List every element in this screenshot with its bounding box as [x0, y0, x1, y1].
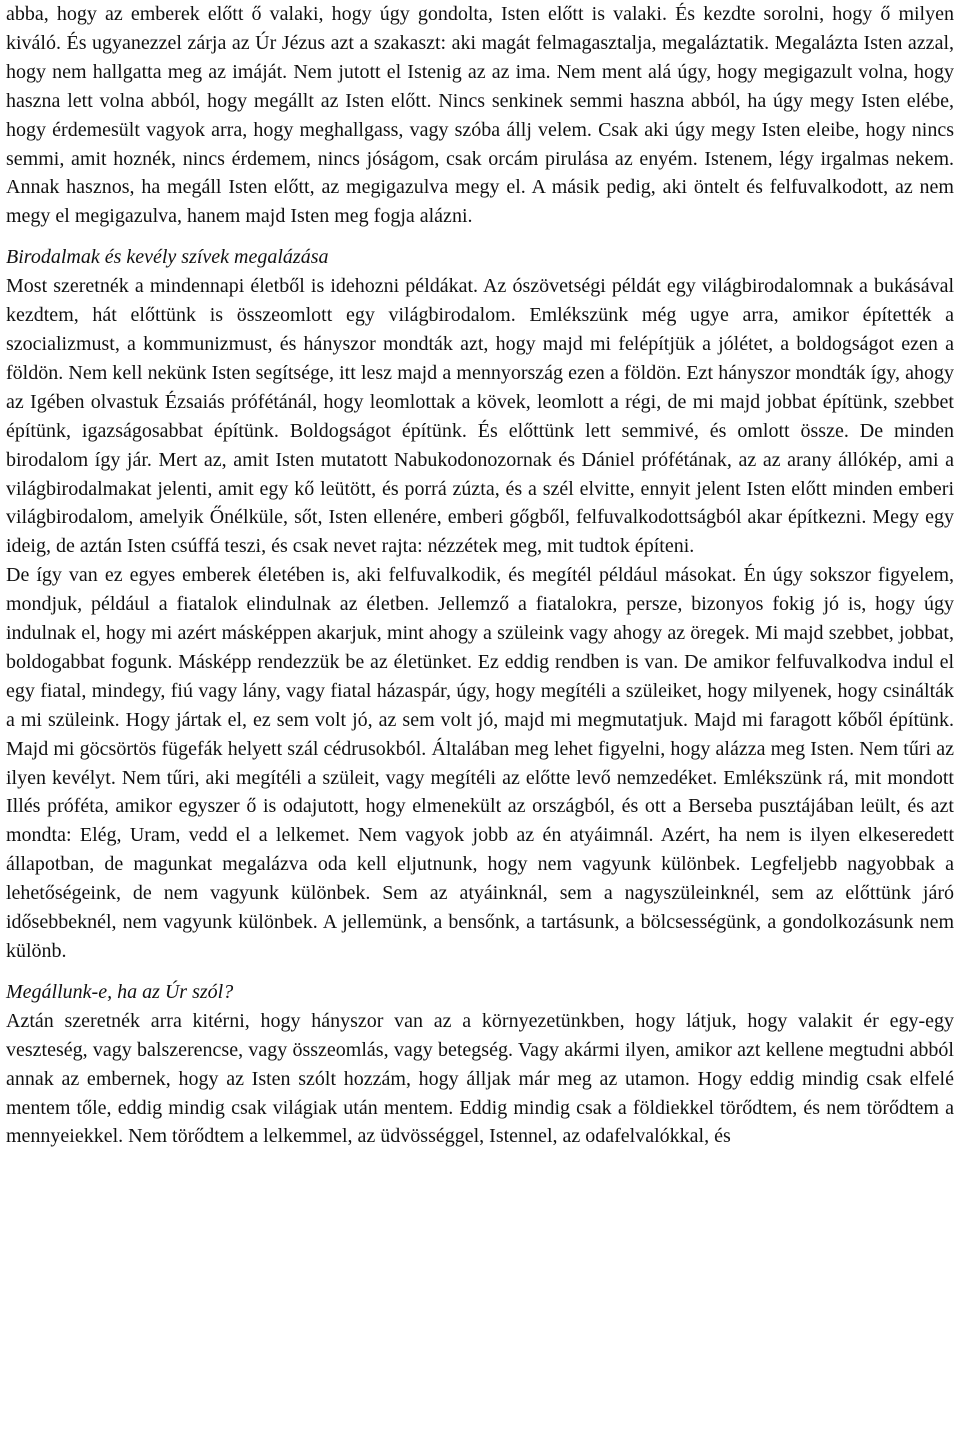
paragraph-empires: Most szeretnék a mindennapi életből is idehozni példákat. Az ószövetségi példát egy világbirodalomnak a bukásával kezdtem, hát előttünk is összeomlott egy világbirodalom. Emlékszünk még ugye arra, amikor építették a szocializmust, a kommunizmust, és hányszor mondták azt, hogy majd mi felépítjük a jólétet, a boldogságot ezen a földön. Nem kell nekünk Isten segítsége, itt lesz majd a mennyország ezen a földön. Ezt hányszor mondták így, ahogy az Igében olvastuk Ézsaiás prófétánál, hogy leomlottak a kövek, leomlott a régi, de mi majd jobbat építünk, szebbet építünk, igazságosabbat építünk. Boldogságot építünk. És előttünk lett semmivé, és omlott össze. De minden birodalom így jár. Mert az, amit Isten mutatott Nabukodonozornak és Dániel prófétának, az az arany állókép, ami a világbirodalmakat jelenti, amit egy kő leütött, és porrá zúzta, és a szél elvitte, ennyit jelent Isten előtt minden emberi világbirodalom, amelyik Őnélküle, sőt, Isten ellenére, emberi gőgből, felfuvalkodottságból akar építkezni. Megy egy ideig, de aztán Isten csúffá teszi, és csak nevet rajta: nézzétek meg, mit tudtok építeni.	[6, 275, 954, 558]
paragraph-individuals: De így van ez egyes emberek életében is, aki felfuvalkodik, és megítél például másokat. Én úgy sokszor figyelem, mondjuk, például a fiatalok elindulnak az életben. Jellemző a fiatalokra, persze, bizonyos fokig jó is, hogy úgy indulnak el, hogy mi azért másképpen akarjuk, mint ahogy a szüleink vagy ahogy az öregek. Mi majd szebbet, jobbat, boldogabbat fogunk. Másképp rendezzük be az életünket. Ez eddig rendben is van. De amikor felfuvalkodva indul el egy fiatal, mindegy, fiú vagy lány, vagy fiatal házaspár, úgy, hogy megítéli a szüleiket, hogy milyenek, hogy csinálták a mi szüleink. Hogy jártak el, ez sem volt jó, az sem volt jó, majd mi megmutatjuk. Majd mi faragott kőből építünk. Majd mi göcsörtös fügefák helyett szál cédrusokból. Általában meg lehet figyelni, hogy alázza meg Isten. Nem tűri az ilyen kevélyt. Nem tűri, aki megítéli a szüleit, vagy megítéli az előtte levő nemzedéket. Emlékszünk rá, mit mondott Illés próféta, amikor egyszer ő is odajutott, hogy elmenekült az országból, és ott a Berseba pusztájában leült, és azt mondta: Elég, Uram, vedd el a lelkemet. Nem vagyok jobb az én atyáimnál. Azért, ha nem is ilyen elkeseredett állapotban, de magunkat megalázva oda kell eljutnunk, hogy nem vagyunk különbek. Legfeljebb nagyobbak a lehetőségeink, de nem vagyunk különbek. Sem az atyáinknál, sem a nagyszüleinknél, sem az előttünk járó idősebbeknél, nem vagyunk különbek. A jellemünk, a bensőnk, a tartásunk, a bölcsességünk, a gondolkozásunk nem különb.	[6, 564, 954, 962]
section-heading-stop: Megállunk-e, ha az Úr szól?	[6, 980, 234, 1003]
section-gap	[6, 966, 954, 978]
section-heading-empires: Birodalmak és kevély szívek megalázása	[6, 246, 329, 269]
section-gap	[6, 231, 954, 243]
paragraph-opening: abba, hogy az emberek előtt ő valaki, hogy úgy gondolta, Isten előtt is valaki. És kezdte sorolni, hogy ő milyen kiváló. És ugyanezzel zárja az Úr Jézus azt a szakaszt: aki magát felmagasztalja, megaláztatik. Megalázta Isten azzal, hogy nem hallgatta meg az imáját. Nem jutott el Istenig az az ima. Nem ment alá úgy, hogy megigazult volna, hogy haszna lett volna abból, hogy megállt az Isten előtt. Nincs senkinek semmi haszna abból, ha úgy megy Isten elébe, hogy érdemesült vagyok arra, hogy meghallgass, vagy szóba állj velem. Csak aki úgy megy Isten eleibe, hogy nincs semmi, amit hoznék, nincs érdemem, nincs jóságom, csak orcám pirulása az enyém. Istenem, légy irgalmas nekem. Annak hasznos, ha megáll Isten előtt, az megigazulva megy el. A másik pedig, aki öntelt és felfuvalkodott, az nem megy el megigazulva, hanem majd Isten meg fogja alázni.	[6, 3, 954, 228]
paragraph-stop: Aztán szeretnék arra kitérni, hogy hányszor van az a környezetünkben, hogy látjuk, hogy valakit ér egy-egy veszteség, vagy balszerencse, vagy összeomlás, vagy betegség. Vagy akármi ilyen, amikor azt kellene megtudni abból annak az embernek, hogy az Isten szólt hozzám, hogy álljak már meg az utamon. Hogy eddig mindig csak elfelé mentem tőle, eddig mindig csak világiak után mentem. Eddig mindig csak a földiekkel törődtem, és nem törődtem a mennyeiekkel. Nem törődtem a lelkemmel, az üdvösséggel, Istennel, az odafelvalókkal, és	[6, 1009, 954, 1148]
